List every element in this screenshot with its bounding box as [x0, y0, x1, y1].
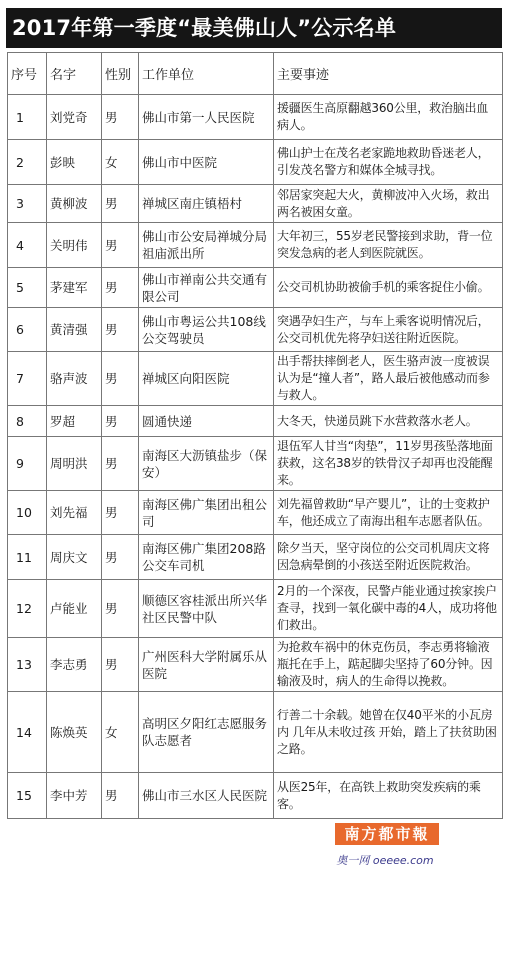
cell-no: 10	[8, 491, 47, 535]
watermark-site-text: 奥一网 oeeee.com	[331, 851, 439, 871]
cell-gender: 男	[102, 185, 139, 223]
cell-name: 茅建军	[47, 268, 102, 308]
cell-deed: 公交司机协助被偷手机的乘客捉住小偷。	[274, 268, 503, 308]
table-row	[8, 638, 503, 692]
cell-gender: 男	[102, 223, 139, 268]
header-deeds: 主要事迹	[274, 53, 503, 95]
cell-unit: 顺德区容桂派出所兴华社区民警中队	[139, 580, 274, 638]
cell-gender: 男	[102, 773, 139, 819]
cell-no: 1	[8, 95, 47, 140]
cell-gender: 男	[102, 437, 139, 491]
header-row	[8, 53, 503, 95]
cell-no: 5	[8, 268, 47, 308]
header-unit: 工作单位	[139, 53, 274, 95]
table-row	[8, 352, 503, 406]
cell-name: 周明洪	[47, 437, 102, 491]
cell-no: 9	[8, 437, 47, 491]
cell-unit: 佛山市中医院	[139, 140, 274, 185]
cell-unit: 禅城区向阳医院	[139, 352, 274, 406]
cell-no: 13	[8, 638, 47, 692]
cell-deed: 从医25年，在高铁上救助突发疾病的乘客。	[274, 773, 503, 819]
cell-no: 15	[8, 773, 47, 819]
cell-no: 14	[8, 692, 47, 773]
cell-gender: 女	[102, 140, 139, 185]
cell-no: 12	[8, 580, 47, 638]
cell-deed: 大冬天，快递员跳下水营救落水老人。	[274, 406, 503, 437]
cell-no: 2	[8, 140, 47, 185]
cell-name: 李中芳	[47, 773, 102, 819]
table-row	[8, 308, 503, 352]
header-gender: 性别	[102, 53, 139, 95]
cell-deed: 2月的一个深夜，民警卢能业通过挨家挨户查寻，找到一氧化碳中毒的4人，成功将他们救出。	[274, 580, 503, 638]
cell-deed: 佛山护士在茂名老家跪地救助昏迷老人，引发茂名警方和媒体全城寻找。	[274, 140, 503, 185]
cell-deed: 为抢救车祸中的休克伤员，李志勇将输液瓶托在手上，踮起脚尖坚持了60分钟。因输液及时，病人的生命得以挽救。	[274, 638, 503, 692]
table-row	[8, 268, 503, 308]
cell-deed: 刘先福曾救助“早产婴儿”，让的士变救护车，他还成立了南海出租车志愿者队伍。	[274, 491, 503, 535]
cell-unit: 广州医科大学附属乐从医院	[139, 638, 274, 692]
cell-unit: 佛山市第一人民医院	[139, 95, 274, 140]
cell-name: 罗超	[47, 406, 102, 437]
cell-name: 卢能业	[47, 580, 102, 638]
cell-name: 周庆文	[47, 535, 102, 580]
cell-no: 3	[8, 185, 47, 223]
table-row	[8, 406, 503, 437]
cell-name: 关明伟	[47, 223, 102, 268]
cell-name: 黄柳波	[47, 185, 102, 223]
table-row	[8, 437, 503, 491]
cell-name: 彭映	[47, 140, 102, 185]
cell-gender: 男	[102, 638, 139, 692]
cell-deed: 援疆医生高原翻越360公里，救治脑出血病人。	[274, 95, 503, 140]
table-row	[8, 692, 503, 773]
cell-unit: 圆通快递	[139, 406, 274, 437]
roster-table	[7, 52, 503, 819]
cell-unit: 佛山市公安局禅城分局祖庙派出所	[139, 223, 274, 268]
cell-gender: 男	[102, 535, 139, 580]
title-bar	[6, 8, 502, 48]
table-row	[8, 535, 503, 580]
cell-unit: 佛山市粤运公共108线公交驾驶员	[139, 308, 274, 352]
cell-unit: 佛山市禅南公共交通有限公司	[139, 268, 274, 308]
cell-deed: 退伍军人甘当“肉垫”，11岁男孩坠落地面获救，这名38岁的铁骨汉子却再也没能醒来。	[274, 437, 503, 491]
page-title: 2017年第一季度“最美佛山人”公示名单	[12, 16, 397, 40]
cell-unit: 禅城区南庄镇梧村	[139, 185, 274, 223]
cell-name: 陈焕英	[47, 692, 102, 773]
cell-unit: 佛山市三水区人民医院	[139, 773, 274, 819]
table-row	[8, 95, 503, 140]
cell-gender: 男	[102, 95, 139, 140]
cell-gender: 女	[102, 692, 139, 773]
table-row	[8, 491, 503, 535]
table-row	[8, 580, 503, 638]
cell-name: 骆声波	[47, 352, 102, 406]
cell-deed: 突遇孕妇生产，与车上乘客说明情况后，公交司机优先将孕妇送往附近医院。	[274, 308, 503, 352]
cell-name: 刘党奇	[47, 95, 102, 140]
cell-name: 黄清强	[47, 308, 102, 352]
cell-unit: 高明区夕阳红志愿服务队志愿者	[139, 692, 274, 773]
cell-unit: 南海区佛广集团208路公交车司机	[139, 535, 274, 580]
cell-no: 6	[8, 308, 47, 352]
cell-unit: 南海区大沥镇盐步（保安）	[139, 437, 274, 491]
cell-no: 4	[8, 223, 47, 268]
watermark-logo-text: 南方都市報	[335, 823, 439, 845]
table-row	[8, 773, 503, 819]
cell-no: 8	[8, 406, 47, 437]
cell-deed: 除夕当天，坚守岗位的公交司机周庆文将因急病晕倒的小孩送至附近医院救治。	[274, 535, 503, 580]
cell-deed: 邻居家突起大火，黄柳波冲入火场，救出两名被困女童。	[274, 185, 503, 223]
cell-deed: 出手帮扶摔倒老人，医生骆声波一度被误认为是“撞人者”，路人最后被他感动而参与救人。	[274, 352, 503, 406]
cell-deed: 行善二十余载。她曾在仅40平米的小瓦房内 几年从未收过孩 开始，踏上了扶贫助困之路。	[274, 692, 503, 773]
header-no: 序号	[8, 53, 47, 95]
cell-no: 7	[8, 352, 47, 406]
table-row	[8, 140, 503, 185]
cell-name: 刘先福	[47, 491, 102, 535]
cell-gender: 男	[102, 352, 139, 406]
cell-gender: 男	[102, 308, 139, 352]
cell-deed: 大年初三，55岁老民警接到求助，背一位突发急病的老人到医院就医。	[274, 223, 503, 268]
cell-gender: 男	[102, 580, 139, 638]
cell-gender: 男	[102, 268, 139, 308]
cell-gender: 男	[102, 406, 139, 437]
cell-unit: 南海区佛广集团出租公司	[139, 491, 274, 535]
cell-gender: 男	[102, 491, 139, 535]
table-row	[8, 185, 503, 223]
header-name: 名字	[47, 53, 102, 95]
cell-no: 11	[8, 535, 47, 580]
newspaper-watermark	[331, 823, 439, 875]
cell-name: 李志勇	[47, 638, 102, 692]
table-row	[8, 223, 503, 268]
